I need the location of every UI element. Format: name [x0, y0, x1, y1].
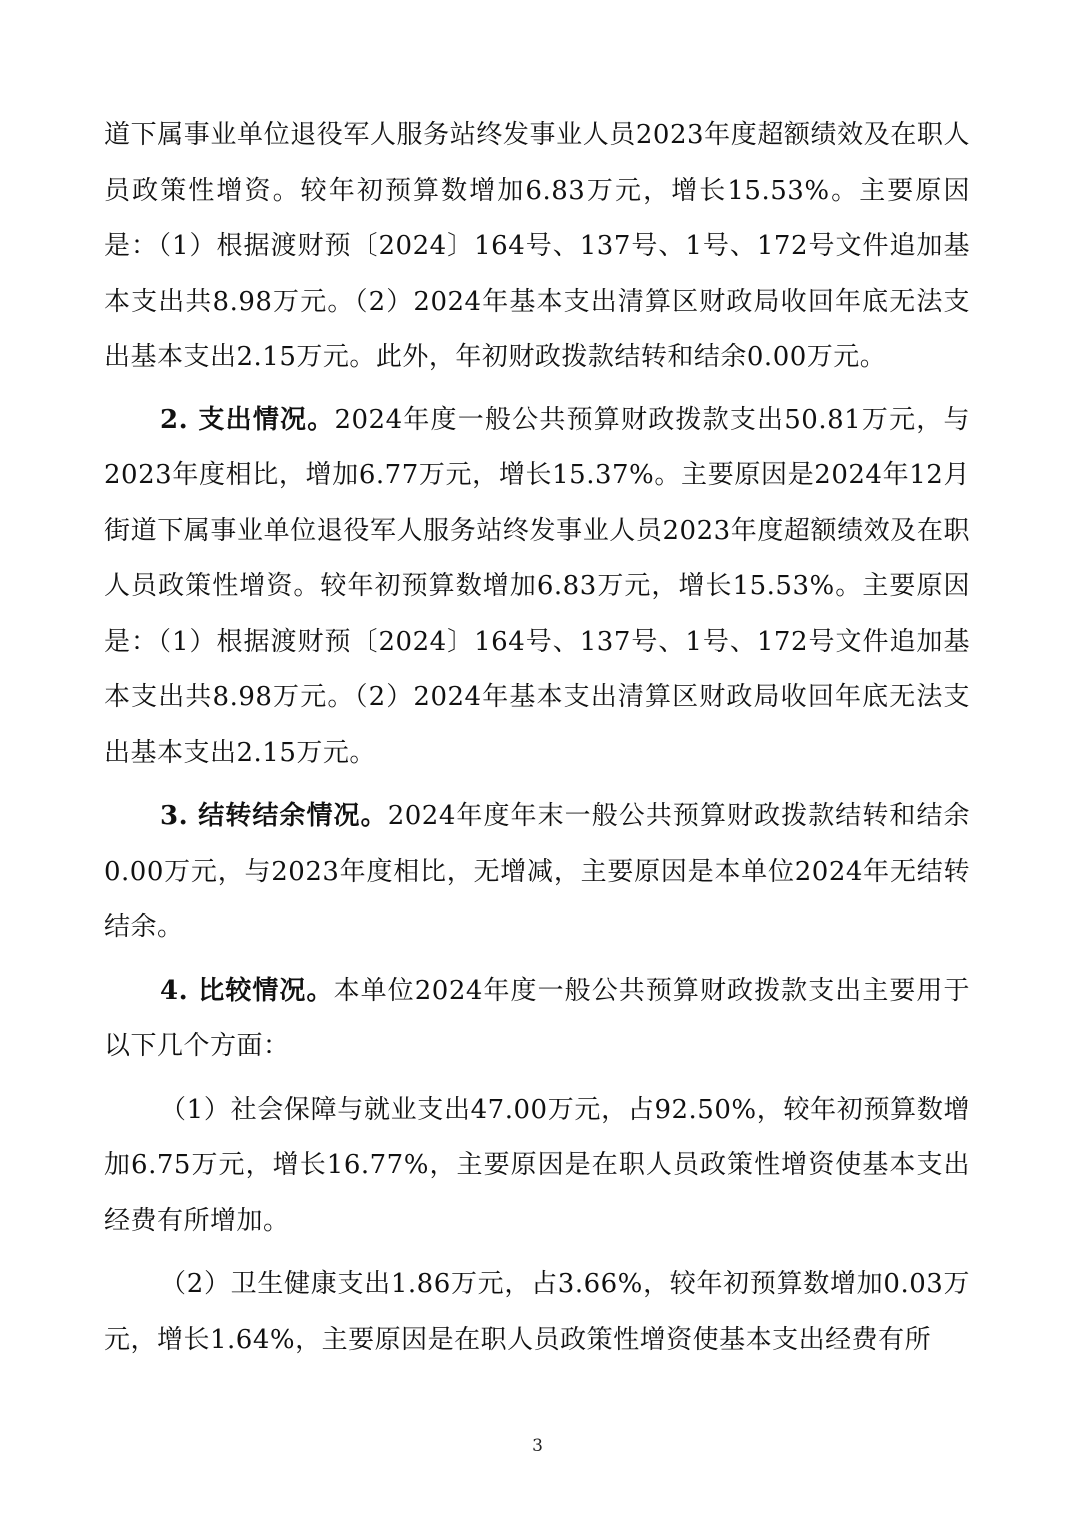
paragraph-comparison	[104, 964, 970, 1075]
paragraph-continuation	[104, 108, 970, 386]
page-number: 3	[532, 1436, 543, 1456]
paragraph-text: 2024年度一般公共预算财政拨款支出50.81万元，与2023年度相比，增加6.77万元，增长15.37%。主要原因是2024年12月街道下属事业单位退役军人服务站终发事业人员2023年度超额绩效及在职人员政策性增资。较年初预算数增加6.83万元，增长15.53%。主要原因是：（1）根据渡财预〔2024〕164号、137号、1号、172号文件追加基本支出共8.98万元。（2）2024年基本支出清算区财政局收回年底无法支出基本支出2.15万元。	[104, 404, 970, 768]
paragraph-text: 2024年度年末一般公共预算财政拨款结转和结余0.00万元，与2023年度相比，无增减，主要原因是本单位2024年无结转结余。	[104, 801, 970, 942]
paragraph-health	[104, 1257, 970, 1368]
section-heading-comparison: 4. 比较情况。	[160, 975, 334, 1006]
paragraph-text: （1）社会保障与就业支出47.00万元，占92.50%，较年初预算数增加6.75万元，增长16.77%，主要原因是在职人员政策性增资使基本支出经费有所增加。	[104, 1094, 970, 1236]
paragraph-carryover	[104, 789, 970, 956]
document-body	[104, 108, 970, 1376]
paragraph-text: 道下属事业单位退役军人服务站终发事业人员2023年度超额绩效及在职人员政策性增资。较年初预算数增加6.83万元，增长15.53%。主要原因是：（1）根据渡财预〔2024〕164号、137号、1号、172号文件追加基本支出共8.98万元。（2）2024年基本支出清算区财政局收回年底无法支出基本支出2.15万元。此外，年初财政拨款结转和结余0.00万元。	[104, 120, 970, 372]
section-heading-carryover: 3. 结转结余情况。	[160, 801, 388, 831]
paragraph-social-security	[104, 1083, 970, 1250]
paragraph-expenditure	[104, 393, 970, 782]
section-heading-expenditure: 2. 支出情况。	[160, 404, 335, 435]
paragraph-text: （2）卫生健康支出1.86万元，占3.66%，较年初预算数增加0.03万元，增长1.64%，主要原因是在职人员政策性增资使基本支出经费有所	[104, 1269, 970, 1355]
paragraph-text: 本单位2024年度一般公共预算财政拨款支出主要用于以下几个方面：	[104, 975, 970, 1061]
